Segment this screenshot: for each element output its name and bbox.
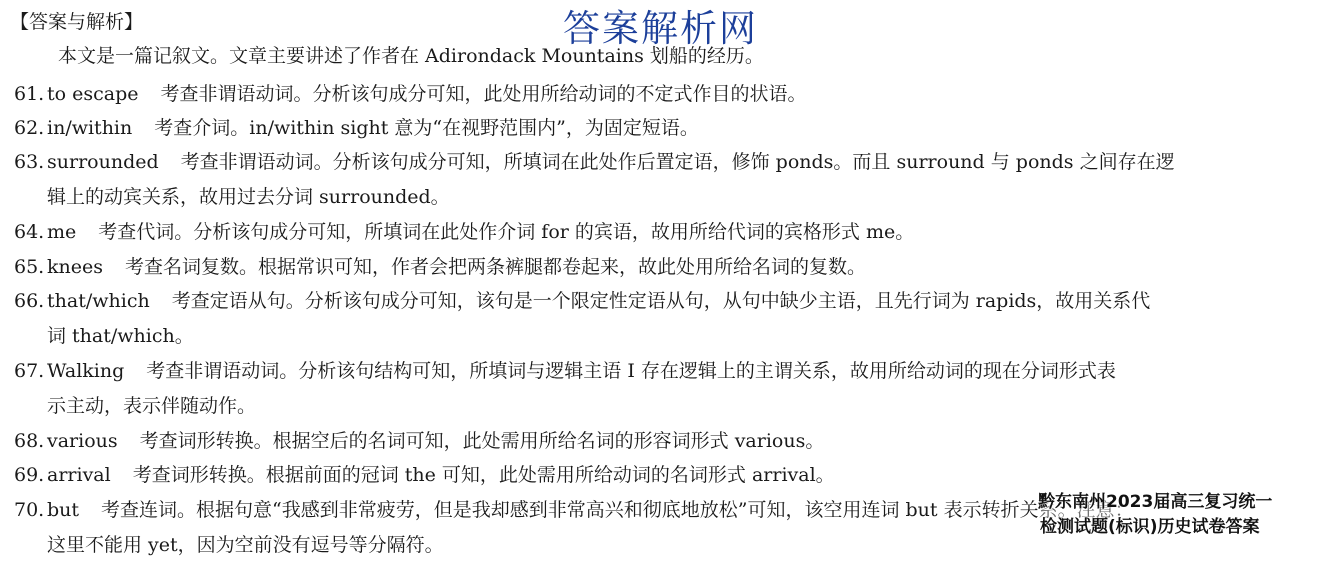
item-explanation: 考查词形转换。根据前面的冠词 the 可知，此处需用所给动词的名词形式 arrival。 xyxy=(132,464,835,486)
section-heading: 【答案与解析】 xyxy=(10,11,144,33)
answer-item xyxy=(14,80,807,108)
answer-item xyxy=(14,357,1116,385)
item-explanation: 考查代词。分析该句成分可知，所填词在此处作介词 for 的宾语，故用所给代词的宾格形式 me。 xyxy=(98,221,915,243)
caption-line-1: 黔东南州2023届高三复习统一 xyxy=(1038,492,1273,512)
item-number: 67. xyxy=(14,360,45,382)
caption-line-2: 检测试题(标识)历史试卷答案 xyxy=(1040,517,1260,537)
item-answer: in/within xyxy=(47,117,133,139)
item-answer: knees xyxy=(47,256,103,278)
item-answer: surrounded xyxy=(47,151,159,173)
item-number: 68. xyxy=(14,430,45,452)
intro-paragraph: 本文是一篇记叙文。文章主要讲述了作者在 Adirondack Mountains 划船的经历。 xyxy=(58,45,764,67)
item-answer: that/which xyxy=(47,290,150,312)
item-number: 69. xyxy=(14,464,45,486)
item-answer: but xyxy=(47,499,80,521)
answer-item xyxy=(14,253,866,281)
item-explanation: 考查连词。根据句意“我感到非常疲劳，但是我却感到非常高兴和彻底地放松”可知，该空用连词 but 表示转折关系。注意： xyxy=(101,499,1134,521)
item-answer: various xyxy=(47,430,118,452)
item-explanation-continued: 示主动，表示伴随动作。 xyxy=(47,395,257,417)
item-explanation: 考查介词。in/within sight 意为“在视野范围内”，为固定短语。 xyxy=(154,117,699,139)
item-number: 70. xyxy=(14,499,45,521)
item-answer: me xyxy=(47,221,77,243)
item-answer: arrival xyxy=(47,464,111,486)
item-number: 61. xyxy=(14,83,45,105)
item-number: 63. xyxy=(14,151,45,173)
item-number: 65. xyxy=(14,256,45,278)
item-explanation-continued: 辑上的动宾关系，故用过去分词 surrounded。 xyxy=(47,186,450,208)
answer-item xyxy=(14,287,1150,315)
caption-overlay xyxy=(1038,490,1320,540)
answer-item xyxy=(14,496,1134,524)
answer-item xyxy=(14,461,835,489)
item-explanation: 考查名词复数。根据常识可知，作者会把两条裤腿都卷起来，故此处用所给名词的复数。 xyxy=(125,256,867,278)
item-explanation-continued: 这里不能用 yet，因为空前没有逗号等分隔符。 xyxy=(47,534,444,556)
item-answer: Walking xyxy=(47,360,125,382)
item-explanation: 考查非谓语动词。分析该句成分可知，此处用所给动词的不定式作目的状语。 xyxy=(160,83,807,105)
item-explanation: 考查非谓语动词。分析该句结构可知，所填词与逻辑主语 I 存在逻辑上的主谓关系，故用所给动词的现在分词形式表 xyxy=(146,360,1116,382)
item-number: 66. xyxy=(14,290,45,312)
item-explanation-continued: 词 that/which。 xyxy=(47,325,194,347)
answer-item xyxy=(14,218,914,246)
item-explanation: 考查定语从句。分析该句成分可知，该句是一个限定性定语从句，从句中缺少主语，且先行词为 rapids，故用关系代 xyxy=(171,290,1151,312)
item-explanation: 考查词形转换。根据空后的名词可知，此处需用所给名词的形容词形式 various。 xyxy=(139,430,825,452)
item-explanation: 考查非谓语动词。分析该句成分可知，所填词在此处作后置定语，修饰 ponds。而且 surround 与 ponds 之间存在逻 xyxy=(180,151,1175,173)
site-watermark: 答案解析网 xyxy=(563,7,758,50)
answer-item xyxy=(14,427,824,455)
answer-item xyxy=(14,114,699,142)
item-answer: to escape xyxy=(47,83,139,105)
item-number: 62. xyxy=(14,117,45,139)
item-number: 64. xyxy=(14,221,45,243)
answer-item xyxy=(14,148,1175,176)
